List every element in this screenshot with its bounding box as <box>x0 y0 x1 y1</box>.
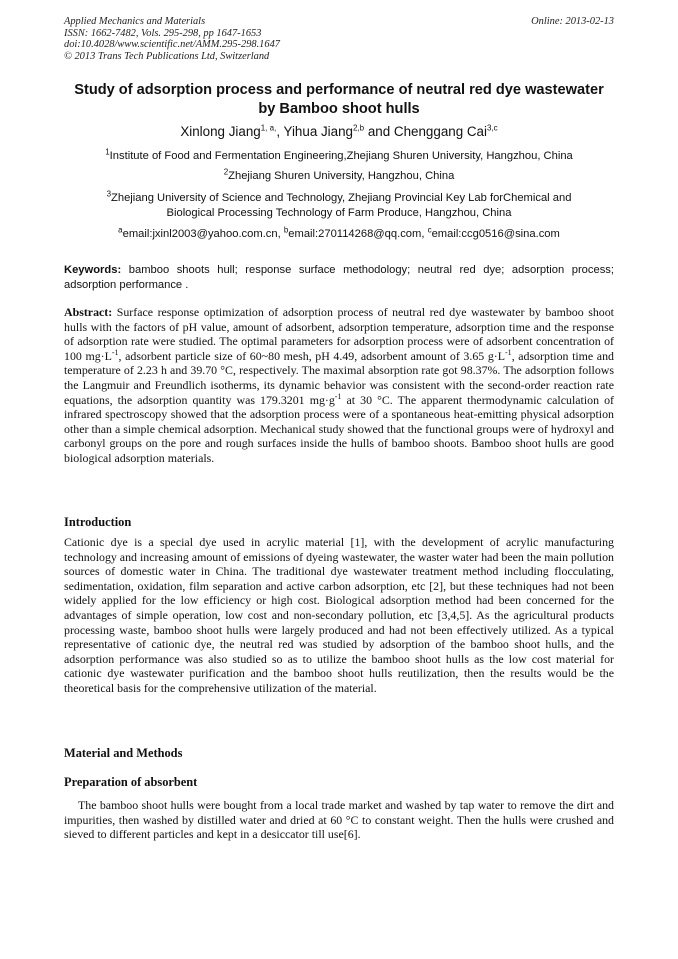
abstract-text: at 30 °C. The apparent thermodynamic calculation of infrared spectroscopy showed that the adsorption process were of a spontaneous heat-emitting physical adsorption other than a simple chemical adsorption. Mechanical study showed that the functional groups were of hydroxyl and carbonyl groups on the pore and rough surfaces inside the hulls of bamboo shoots. Bamboo shoot hulls are good biological adsorption materials. <box>64 392 614 465</box>
affiliation-1 <box>64 149 614 164</box>
email-text: email:270114268@qq.com, <box>288 228 428 240</box>
email-superscript: b <box>283 225 289 235</box>
introduction-text: Cationic dye is a special dye used in acrylic material [1], with the development of acrylic manufacturing technology and increasing amount of emissions of dyeing wastewater, the waster water had been the main pollution sources of domestic water in China. The traditional dye wastewater treatment method including flocculating, sedimentation, oxidation, film separation and active carbon adsorption, etc [2], but these techniques had not been widely applied for the low efficiency or high cost. Biological adsorption method had been concerned for the advantages of simple operation, low cost and non-secondary pollution, etc [3,4,5]. As the agricultural products processing waste, bamboo shoot hulls were largely produced and had not been effectively utilized. As a typical representative of cationic dye, the neutral red was studied by adsorption of the bamboo shoot hulls, and the adsorption performance was also studied so as to utilize the bamboo shoot hulls as the low cost material for cationic dye wastewater purification and the bamboo shoot hulls reutilization, then the results would be the theoretical basis for the comprehensive utilization of the material. <box>64 535 614 695</box>
journal-header <box>64 16 280 62</box>
paper-title: Study of adsorption process and performance of neutral red dye wastewater by Bamboo shoot hulls <box>74 82 604 117</box>
keywords-text: bamboo shoots hull; response surface methodology; neutral red dye; adsorption process; adsorption performance . <box>64 264 614 291</box>
keywords-label: Keywords: <box>64 264 122 276</box>
author-name: Chenggang Cai <box>393 124 487 139</box>
introduction-heading: Introduction <box>64 515 132 529</box>
journal-doi: doi:10.4028/www.scientific.net/AMM.295-298.1647 <box>64 39 280 51</box>
author-superscript: 2,b <box>353 123 365 133</box>
author-superscript: 1, a, <box>260 123 277 133</box>
abstract-text: Surface response optimization of adsorption process of neutral red dye wastewater by bamboo shoot hulls with the factors of pH value, amount of adsorbent, adsorption temperature, adsorption time and the response of adsorption rate were studied. The optimal parameters for adsorption process were of adsorbent concentration of 100 mg·L <box>64 305 614 363</box>
email-text: email:ccg0516@sina.com <box>431 228 560 240</box>
author-separator: and <box>364 124 394 139</box>
journal-copyright: © 2013 Trans Tech Publications Ltd, Switzerland <box>64 50 270 62</box>
unit-superscript: -1 <box>505 347 512 357</box>
affiliation-text: Zhejiang Shuren University, Hangzhou, China <box>228 170 455 182</box>
author-name: Xinlong Jiang <box>180 124 261 139</box>
abstract <box>64 305 614 466</box>
abstract-text: , adsorbent particle size of 60~80 mesh, pH 4.49, adsorbent amount of 3.65 g·L <box>118 348 506 363</box>
email-superscript: a <box>118 225 123 235</box>
abstract-label: Abstract: <box>64 305 113 319</box>
abstract-text: , adsorption time and temperature of 2.23 h and 39.70 °C, respectively. The maximal absorption rate got 98.37%. The adsorption follows the Langmuir and Freundlich isotherms, its dynamic behavior was consistent with the second-order reaction rate equations, the adsorption quantity was 179.3201 mg·g <box>64 348 614 407</box>
keywords <box>64 263 614 292</box>
affiliation-text: Zhejiang University of Science and Technology, Zhejiang Provincial Key Lab forChemical and <box>111 192 572 204</box>
email-line <box>64 227 614 242</box>
preparation-text: The bamboo shoot hulls were bought from a local trade market and washed by tap water to remove the dirt and impurities, then washed by distilled water and dried at 60 °C to constant weight. Then the hulls were crushed and sieved to different particles and kept in a desiccator till use[6]. <box>64 798 614 842</box>
affiliation-text: Biological Processing Technology of Farm Produce, Hangzhou, China <box>166 207 512 219</box>
methods-heading: Material and Methods <box>64 746 183 760</box>
affiliation-2 <box>64 169 614 184</box>
author-list <box>64 123 614 140</box>
affiliation-superscript: 2 <box>223 167 229 177</box>
email-text: email:jxinl2003@yahoo.com.cn, <box>122 228 284 240</box>
preparation-subheading: Preparation of absorbent <box>64 775 198 789</box>
author-superscript: 3,c <box>486 123 498 133</box>
journal-name: Applied Mechanics and Materials <box>64 16 206 27</box>
online-date: Online: 2013-02-13 <box>531 16 614 27</box>
unit-superscript: -1 <box>334 391 342 401</box>
affiliation-superscript: 1 <box>105 147 110 157</box>
author-name: Yihua Jiang <box>283 124 353 139</box>
journal-issn: ISSN: 1662-7482, Vols. 295-298, pp 1647-1653 <box>64 27 262 39</box>
affiliation-text: Institute of Food and Fermentation Engineering,Zhejiang Shuren University, Hangzhou, China <box>109 150 573 162</box>
email-superscript: c <box>427 225 432 235</box>
unit-superscript: -1 <box>111 347 119 357</box>
affiliation-superscript: 3 <box>106 189 112 199</box>
author-separator: , <box>276 124 284 139</box>
affiliation-3 <box>64 191 614 221</box>
